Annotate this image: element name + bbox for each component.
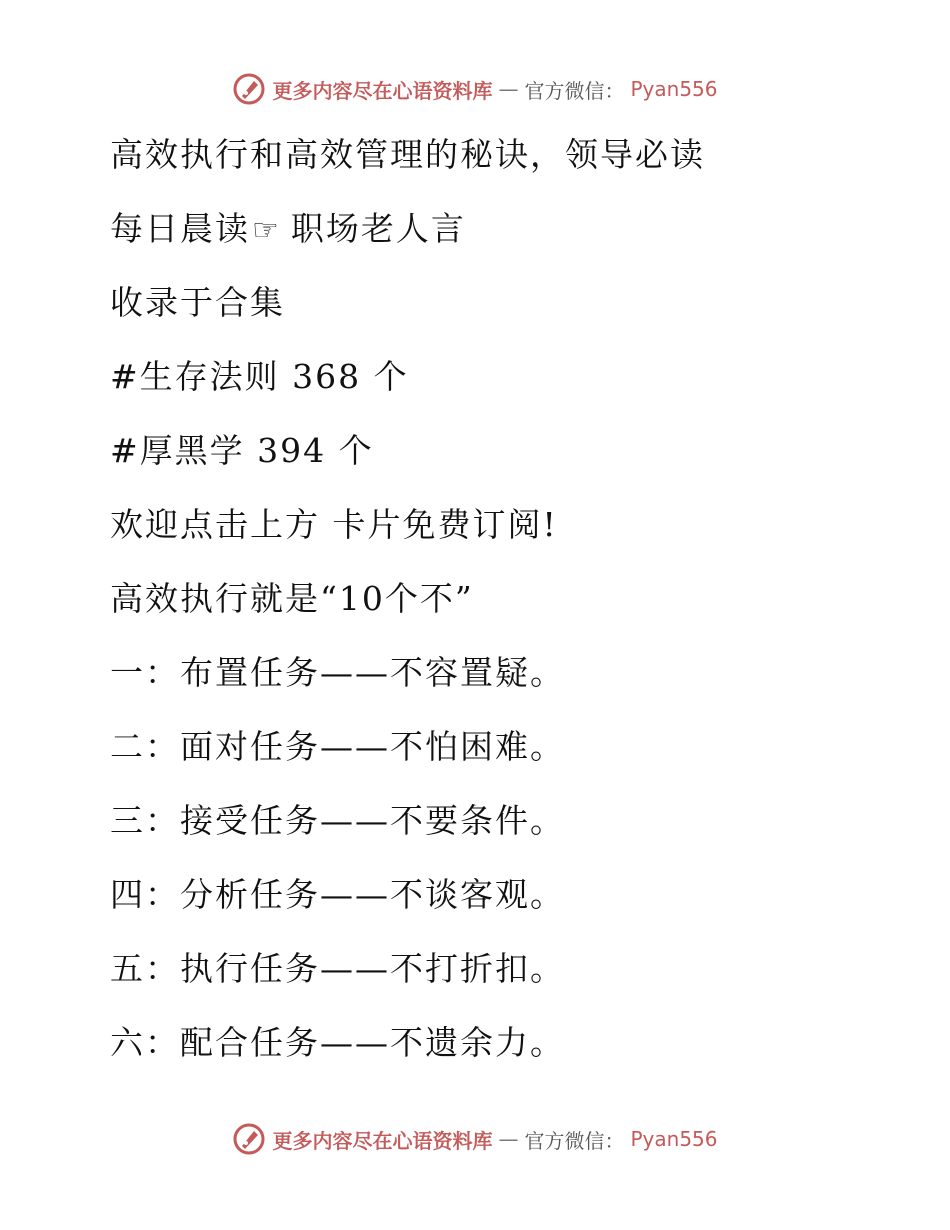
watermark-wechat-id: Pyan556: [630, 77, 718, 101]
list-item: 三：接受任务——不要条件。: [110, 801, 565, 840]
document-body: [110, 118, 910, 1080]
watermark-sub-text: 官方微信：: [524, 78, 625, 103]
series-line: [110, 192, 910, 266]
document-title: 高效执行和高效管理的秘诀，领导必读: [110, 135, 705, 174]
watermark-dash: —: [498, 1127, 519, 1151]
watermark-main-text: 更多内容尽在心语资料库: [272, 1128, 493, 1153]
list-item: 四：分析任务——不谈客观。: [110, 875, 565, 914]
watermark-sub-text: 官方微信：: [524, 1128, 625, 1153]
tag-thick-black[interactable]: #厚黑学 394 个: [110, 431, 374, 470]
footer-watermark: [0, 1122, 950, 1156]
series-prefix: 每日晨读: [110, 209, 250, 248]
list-item: 一：布置任务——不容置疑。: [110, 653, 565, 692]
watermark-dash: —: [498, 77, 519, 101]
watermark-main-text: 更多内容尽在心语资料库: [272, 78, 493, 103]
list-item: 六：配合任务——不遗余力。: [110, 1023, 565, 1062]
watermark-wechat-id: Pyan556: [630, 1127, 718, 1151]
subscribe-prompt: 欢迎点击上方 卡片免费订阅!: [110, 505, 558, 544]
collected-label: 收录于合集: [110, 283, 285, 322]
section-heading: 高效执行就是“10个不”: [110, 579, 474, 618]
pen-nib-logo-icon: [232, 1122, 266, 1156]
tag-survival-rules[interactable]: #生存法则 368 个: [110, 357, 409, 396]
list-item: 二：面对任务——不怕困难。: [110, 727, 565, 766]
pointing-hand-icon: ☞: [252, 213, 281, 248]
pen-nib-logo-icon: [232, 72, 266, 106]
header-watermark: [0, 72, 950, 106]
series-name: 职场老人言: [290, 209, 466, 248]
list-item: 五：执行任务——不打折扣。: [110, 949, 565, 988]
